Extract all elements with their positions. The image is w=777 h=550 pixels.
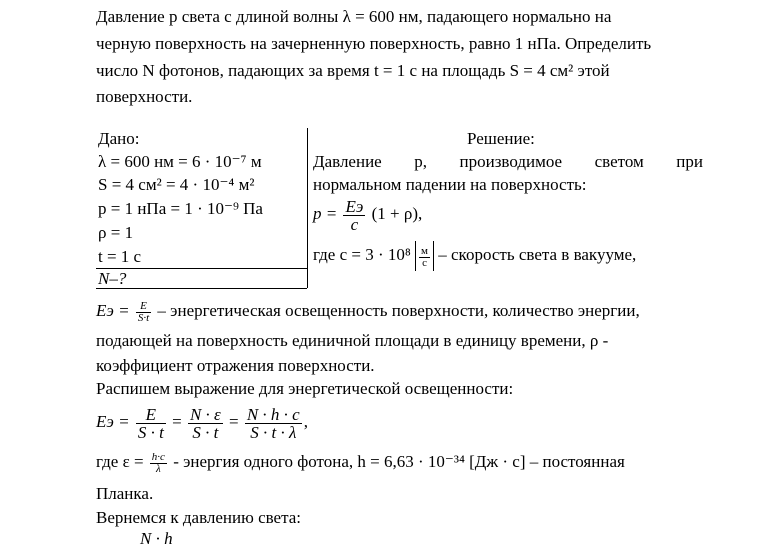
photon-energy-text: - энергия одного фотона, h = 6,63 · 10⁻³⁴ [Дж · с] – постоянная (173, 452, 625, 471)
illumination-definition (96, 296, 640, 326)
photon-energy-line (96, 446, 625, 478)
speed-unit-bracket (415, 241, 434, 271)
given-item-area: S = 4 см² = 4 · 10⁻⁴ м² (98, 175, 255, 194)
fraction-2-numerator: N · ε (189, 404, 221, 424)
given-item-wavelength: λ = 600 нм = 6 · 10⁻⁷ м (98, 152, 262, 171)
photon-energy-lhs: где ε = (96, 452, 144, 471)
equals-sign-2: = (228, 412, 239, 431)
speed-unit-numerator: м (421, 244, 429, 257)
table-divider-vertical (307, 128, 308, 268)
given-item-pressure: p = 1 нПа = 1 · 10⁻⁹ Па (98, 199, 263, 218)
fraction-3-denominator: S · t · λ (250, 422, 297, 442)
speed-unit-fraction (419, 246, 430, 269)
photon-energy-numerator: h·c (151, 450, 165, 463)
formula-illumination-fraction-3 (245, 406, 302, 441)
fraction-1-numerator: E (136, 406, 166, 424)
photon-energy-fraction (150, 452, 167, 475)
formula-pressure-lhs: p = (313, 204, 338, 223)
body-line-4: Распишем выражение для энергетической освещенности: (96, 379, 514, 398)
speed-unit-denominator: с (422, 256, 427, 269)
body-line-return: Вернемся к давлению света: (96, 508, 302, 527)
given-find: N–? (98, 269, 127, 288)
speed-of-light-value: где c = 3 · 10⁸ (313, 245, 411, 264)
given-item-time: t = 1 с (98, 247, 142, 266)
formula-illumination-fraction-1 (136, 406, 166, 441)
solution-header: Решение: (467, 129, 535, 148)
speed-of-light-line (313, 240, 636, 271)
formula-pressure-rhs: (1 + ρ), (371, 204, 423, 223)
fraction-1-denominator: S · t (137, 422, 164, 442)
illumination-numerator: E (136, 301, 151, 313)
table-divider-bottom (96, 288, 307, 289)
photon-energy-denominator: λ (155, 462, 161, 475)
body-line-3: коэффициент отражения поверхности. (96, 356, 375, 375)
problem-line-1: Давление p света с длиной волны λ = 600 нм, падающего нормально на (96, 7, 612, 26)
equals-sign-1: = (172, 412, 182, 431)
body-line-2: подающей на поверхность единичной площади в единицу времени, ρ - (96, 331, 609, 350)
given-header: Дано: (98, 129, 140, 148)
partial-formula: N · h (140, 529, 173, 548)
formula-illumination-fraction-2 (188, 406, 223, 441)
problem-line-4: поверхности. (96, 87, 193, 106)
fraction-3-numerator: N · h · c (246, 404, 300, 424)
formula-pressure-numerator: Eэ (345, 196, 364, 216)
illumination-fraction (136, 301, 151, 324)
formula-pressure-fraction (343, 198, 365, 233)
solution-line-2: нормальном падении на поверхность: (313, 175, 587, 194)
table-divider-find (307, 268, 308, 288)
formula-pressure-denominator: c (350, 214, 359, 234)
formula-illumination (96, 400, 308, 444)
formula-pressure (313, 196, 422, 233)
body-line-planck: Планка. (96, 484, 154, 503)
speed-of-light-description: – скорость света в вакууме, (438, 245, 637, 264)
given-item-reflection: ρ = 1 (98, 223, 134, 242)
illumination-lhs: Eэ = (96, 301, 130, 320)
formula-illumination-lhs: Eэ = (96, 412, 130, 431)
problem-line-2: черную поверхность на зачерненную поверхность, равно 1 нПа. Определить (96, 34, 652, 53)
problem-line-3: число N фотонов, падающих за время t = 1 с на площадь S = 4 см² этой (96, 61, 610, 80)
solution-line-1: Давление p, производимое светом при (313, 152, 703, 171)
table-divider-given (96, 268, 307, 269)
formula-comma: , (303, 412, 308, 431)
illumination-text: – энергетическая освещенность поверхности, количество энергии, (157, 301, 640, 320)
illumination-denominator: S·t (137, 311, 150, 324)
fraction-2-denominator: S · t (192, 422, 219, 442)
